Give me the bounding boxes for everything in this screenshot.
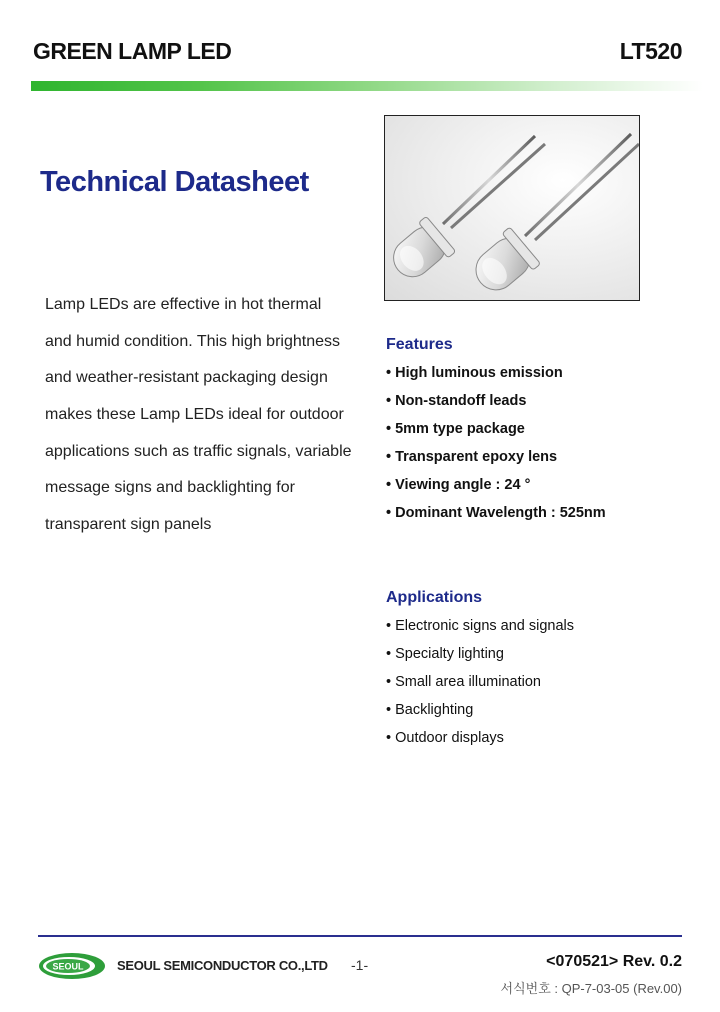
feature-item: • Dominant Wavelength : 525nm — [386, 505, 606, 521]
page-title: Technical Datasheet — [40, 166, 309, 198]
feature-item: • Transparent epoxy lens — [386, 449, 558, 465]
feature-item: • High luminous emission — [386, 365, 563, 381]
feature-item: • Viewing angle : 24 ° — [386, 477, 531, 493]
intro-paragraph — [45, 287, 365, 544]
led-lamp-photo — [384, 115, 640, 301]
application-item: • Outdoor displays — [386, 730, 504, 746]
application-item: • Specialty lighting — [386, 646, 504, 662]
company-name: SEOUL SEMICONDUCTOR CO.,LTD — [117, 958, 328, 973]
intro-line: and weather-resistant packaging design — [45, 369, 328, 387]
feature-item: • Non-standoff leads — [386, 393, 527, 409]
applications-list — [386, 614, 706, 754]
applications-heading: Applications — [386, 589, 483, 606]
application-item: • Small area illumination — [386, 674, 541, 690]
revision-label: <070521> Rev. 0.2 — [546, 953, 682, 970]
application-item: • Electronic signs and signals — [386, 618, 575, 634]
seoul-logo-icon — [38, 952, 106, 980]
features-list — [386, 361, 706, 529]
feature-item: • 5mm type package — [386, 421, 525, 437]
footer-divider — [38, 935, 682, 937]
logo-text: SEOUL — [52, 961, 84, 972]
application-item: • Backlighting — [386, 702, 474, 718]
part-number: LT520 — [619, 38, 682, 64]
intro-line: message signs and backlighting for — [45, 479, 295, 497]
header-gradient-bar — [31, 81, 703, 91]
intro-line: and humid condition. This high brightness — [45, 332, 340, 350]
intro-line: transparent sign panels — [45, 516, 212, 534]
features-heading: Features — [386, 336, 453, 353]
intro-line: Lamp LEDs are effective in hot thermal — [45, 296, 322, 313]
page-number: -1- — [351, 957, 369, 973]
form-code: 서식번호 : QP-7-03-05 (Rev.00) — [500, 981, 682, 996]
led-lamp-illustration — [385, 116, 640, 301]
intro-line: makes these Lamp LEDs ideal for outdoor — [45, 406, 344, 424]
product-title: GREEN LAMP LED — [33, 38, 232, 64]
intro-line: applications such as traffic signals, variable — [45, 442, 352, 460]
seoul-logo — [38, 952, 106, 980]
